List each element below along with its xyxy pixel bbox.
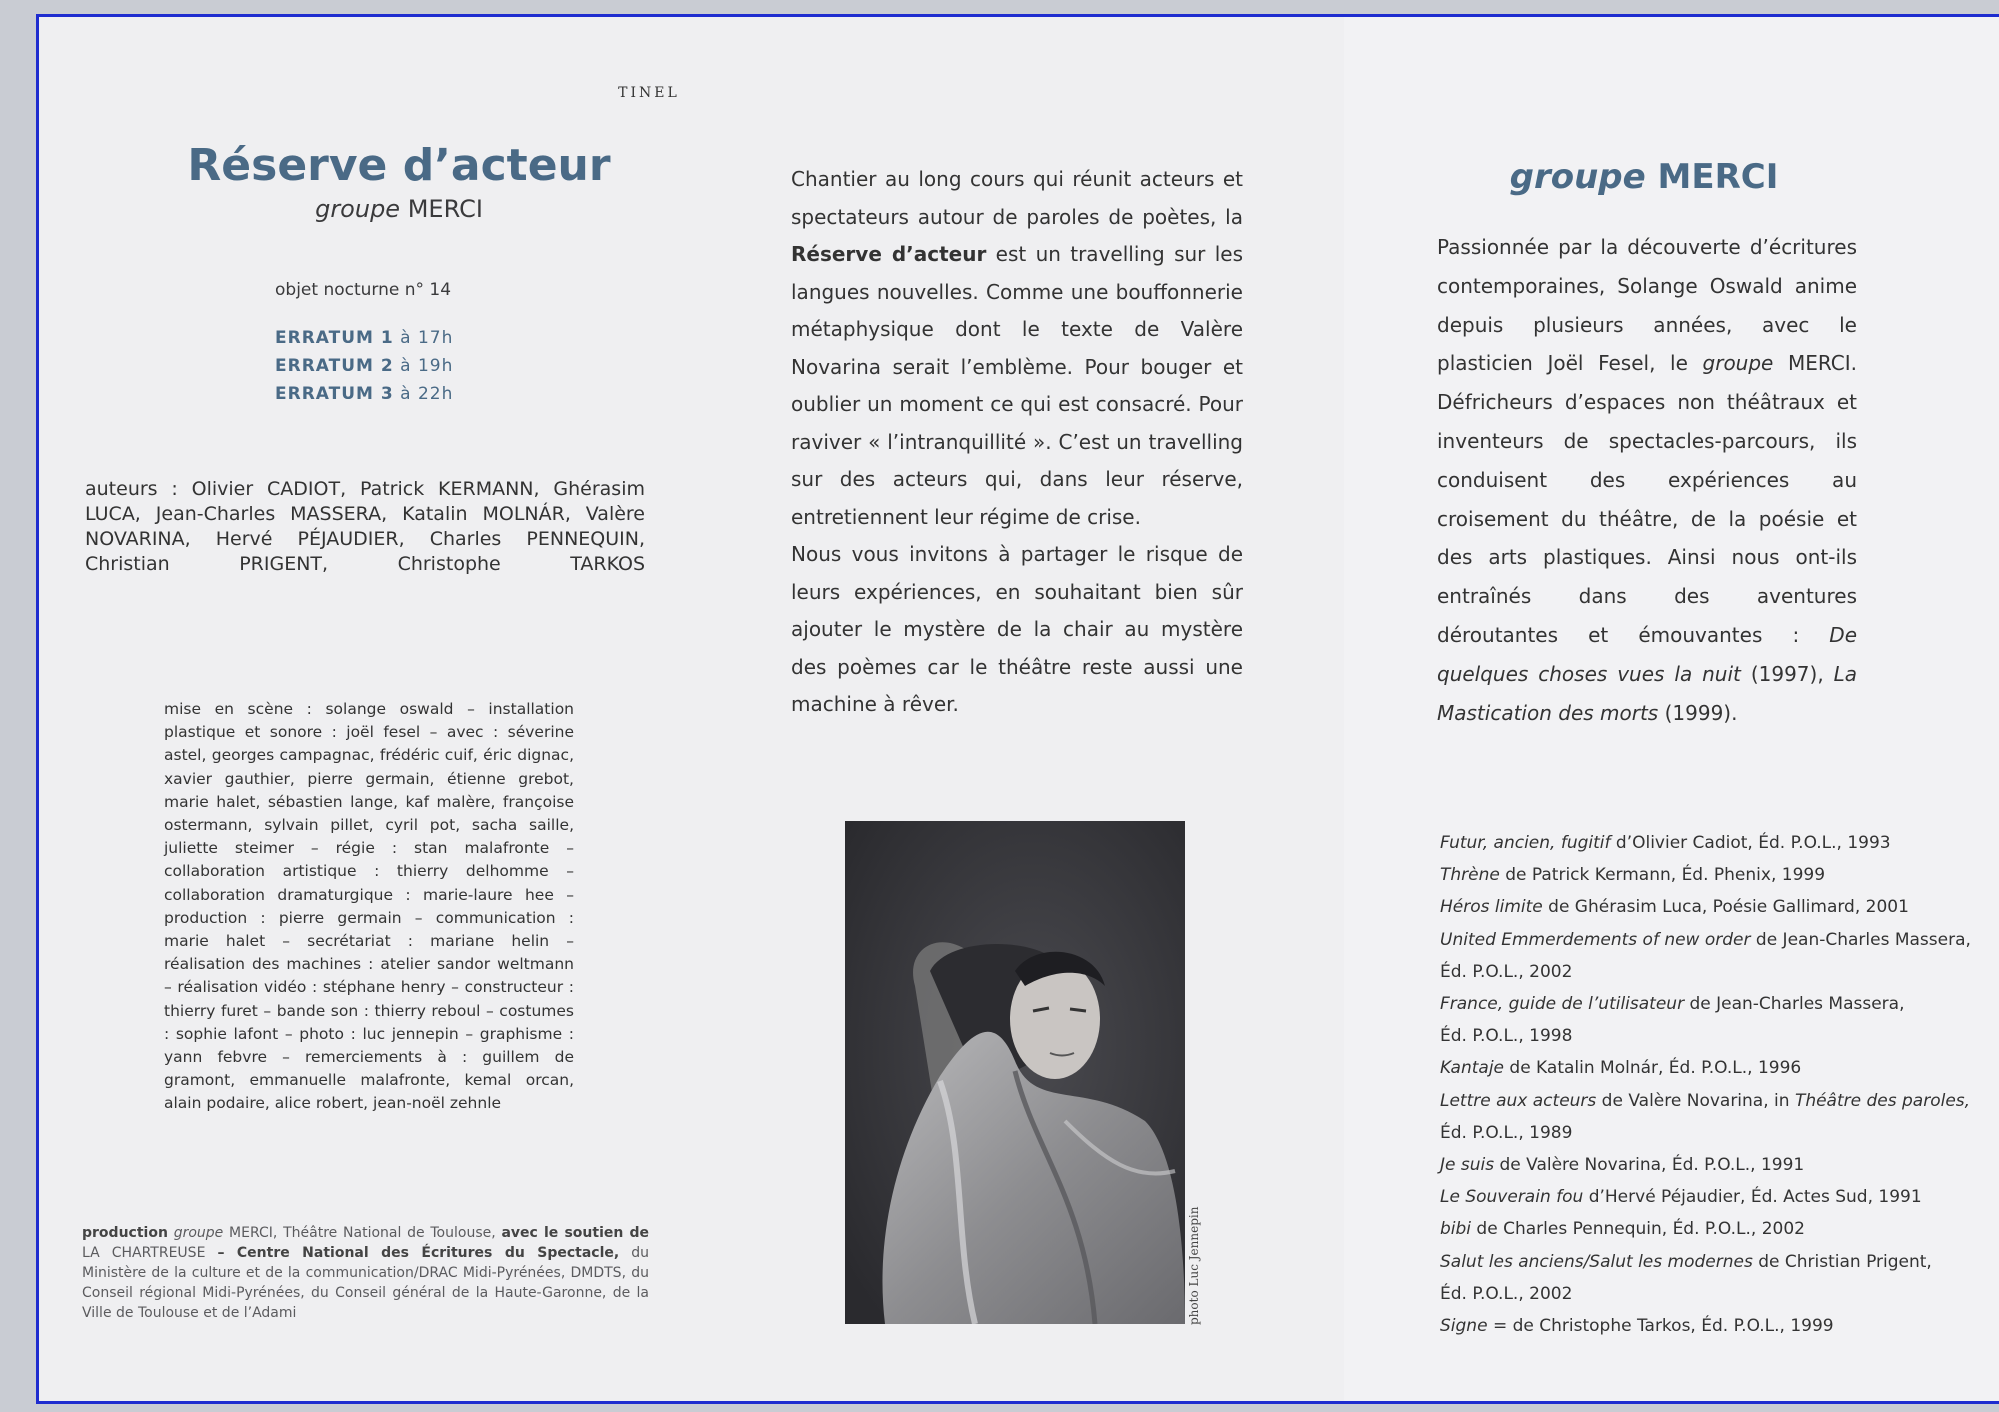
credits-list: mise en scène : solange oswald – installation plastique et sonore : joël fesel – avec : séverine astel, georges campagnac, frédéric cuif, éric dignac, xavier gauthier, pierre germain, étienne grebot, marie halet, sébastien lange, kaf malère, françoise ostermann, sylvain pillet, cyril pot, sacha saille, juliette steimer – régie : stan malafronte – collaboration artistique : thierry delhomme – collaboration dramaturgique : marie-laure hee – production : pierre germain – communication : marie halet – secrétariat : mariane helin – réalisation des machines : atelier sandor weltmann – réalisation vidéo : stéphane henry – constructeur : thierry furet – bande son : thierry reboul – costumes : sophie lafont – photo : luc jennepin – graphisme : yann febvre – remerciements à : guillem de gramont, emmanuelle malafronte, kemal orcan, alain podaire, alice robert, jean-noël zehnle: [164, 700, 574, 1113]
biblio-entry: bibi de Charles Pennequin, Éd. P.O.L., 2002: [1440, 1219, 1805, 1240]
group-title: groupe MERCI: [1509, 157, 1779, 197]
auteurs-list: auteurs : Olivier CADIOT, Patrick KERMANN, Ghérasim LUCA, Jean-Charles MASSERA, Katalin MOLNÁR, Valère NOVARINA, Hervé PÉJAUDIER, Charles PENNEQUIN, Christian PRIGENT, Christophe TARKOS: [85, 478, 645, 575]
subtitle-name: MERCI: [407, 195, 483, 223]
biblio-entry: Je suis de Valère Novarina, Éd. P.O.L., 1991: [1440, 1155, 1805, 1176]
biblio-entry: France, guide de l’utilisateur de Jean-Charles Massera,: [1440, 994, 1905, 1015]
actor-photo: [845, 821, 1185, 1324]
group-description: Passionnée par la découverte d’écritures contemporaines, Solange Oswald anime depuis plusieurs années, avec le plasticien Joël Fesel, le groupe MERCI. Défricheurs d’espaces non théâtraux et inventeurs de spectacles-parcours, ils conduisent des expériences au croisement du théâtre, de la poésie et des arts plastiques. Ainsi nous ont-ils entraînés dans des aventures déroutantes et émouvantes : De quelques choses vues la nuit (1997), La Mastication des morts (1999).: [1437, 235, 1858, 725]
biblio-entry: Lettre aux acteurs de Valère Novarina, in Théâtre des paroles,: [1440, 1090, 1971, 1111]
subtitle-italic: groupe: [315, 195, 401, 223]
biblio-entry: Éd. P.O.L., 1998: [1440, 1026, 1573, 1047]
biblio-entry: Le Souverain fou d’Hervé Péjaudier, Éd. Actes Sud, 1991: [1440, 1187, 1922, 1208]
biblio-entry: United Emmerdements of new order de Jean-Charles Massera,: [1440, 929, 1971, 950]
production-notice: production groupe MERCI, Théâtre National de Toulouse, avec le soutien de LA CHARTREUSE – Centre National des Écritures du Spectacle, du Ministère de la culture et de la communication/DRAC Midi-Pyrénées, DMDTS, du Conseil régional Midi-Pyrénées, du Conseil général de la Haute-Garonne, de la Ville de Toulouse et de l’Adami: [82, 1225, 650, 1321]
biblio-entry: Futur, ancien, fugitif d’Olivier Cadiot, Éd. P.O.L., 1993: [1440, 833, 1891, 853]
objet-nocturne: objet nocturne n° 14: [275, 280, 452, 300]
erratum-3: ERRATUM 3 à 22h: [275, 384, 454, 404]
biblio-entry: Éd. P.O.L., 2002: [1440, 961, 1573, 982]
chantier-paragraph-2: Nous vous invitons à partager le risque de leurs expériences, en souhaitant bien sûr ajouter le mystère de la chair au mystère des poèmes car le théâtre reste aussi une machine à rêver.: [791, 542, 1243, 716]
bibliography: [1440, 827, 1971, 1342]
erratum-1: ERRATUM 1 à 17h: [275, 328, 454, 348]
erratum-2: ERRATUM 2 à 19h: [275, 356, 454, 376]
biblio-entry: Héros limite de Ghérasim Luca, Poésie Gallimard, 2001: [1440, 897, 1909, 918]
photo-credit: photo Luc Jennepin: [1187, 1206, 1201, 1325]
brochure-sheet: [36, 14, 1999, 1404]
biblio-entry: Éd. P.O.L., 1989: [1440, 1122, 1573, 1143]
show-title: Réserve d’acteur: [187, 140, 611, 191]
biblio-entry: Salut les anciens/Salut les modernes de Christian Prigent,: [1440, 1251, 1932, 1272]
folio: TINEL: [618, 85, 680, 101]
biblio-entry: Éd. P.O.L., 2002: [1440, 1283, 1573, 1304]
chantier-paragraph-1: Chantier au long cours qui réunit acteurs et spectateurs autour de paroles de poètes, la Réserve d’acteur est un travelling sur les langues nouvelles. Comme une bouffonnerie métaphysique dont le texte de Valère Novarina serait l’emblème. Pour bouger et oublier un moment ce qui est consacré. Pour raviver « l’intranquillité ». C’est un travelling sur des acteurs qui, dans leur réserve, entretiennent leur régime de crise.: [791, 167, 1244, 529]
biblio-entry: Signe = de Christophe Tarkos, Éd. P.O.L., 1999: [1440, 1316, 1834, 1337]
chantier-text: [791, 161, 1243, 724]
biblio-entry: Kantaje de Katalin Molnár, Éd. P.O.L., 1996: [1440, 1058, 1802, 1079]
show-subtitle: [149, 195, 649, 223]
biblio-entry: Thrène de Patrick Kermann, Éd. Phenix, 1999: [1440, 865, 1826, 886]
